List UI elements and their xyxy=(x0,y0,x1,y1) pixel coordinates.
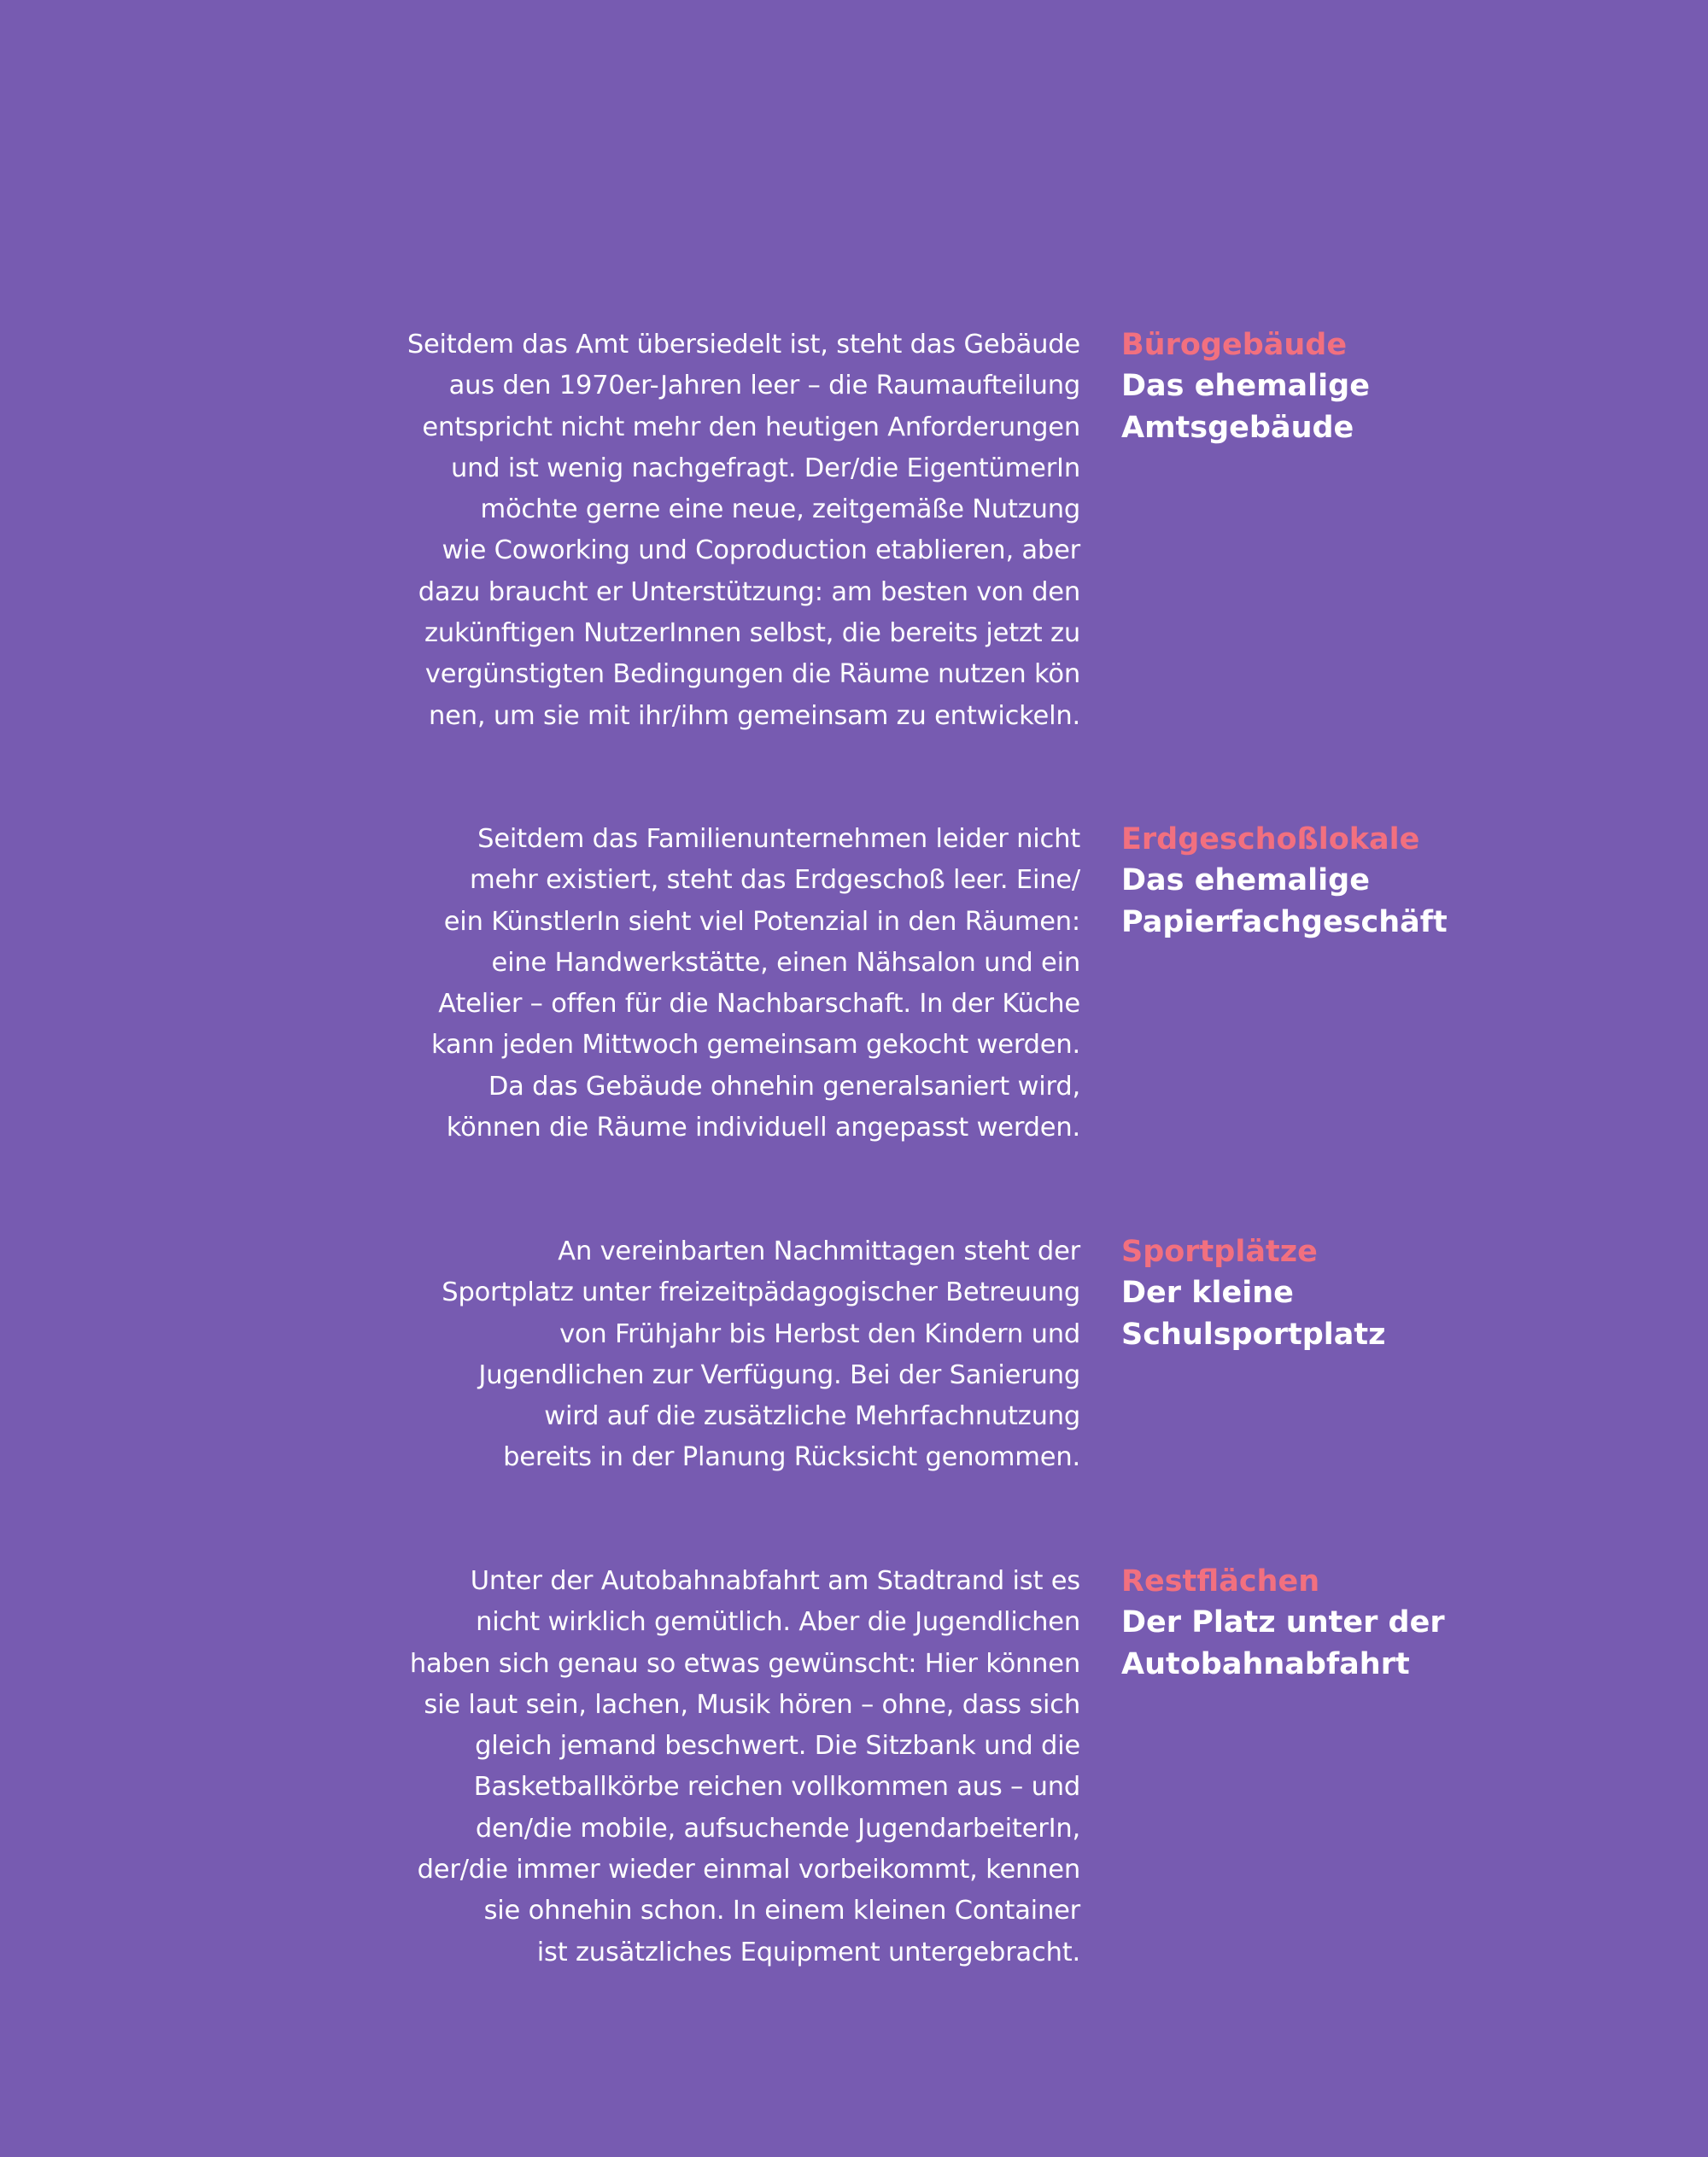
section-title-line: Papierfachgeschäft xyxy=(1121,904,1448,939)
section-title-line: Schulsportplatz xyxy=(1121,1317,1386,1352)
body-line: An vereinbarten Nachmittagen steht der xyxy=(558,1236,1080,1266)
body-line: eine Handwerkstätte, einen Nähsalon und ein xyxy=(491,947,1080,978)
body-line: Seitdem das Amt übersiedelt ist, steht das Gebäude xyxy=(407,330,1080,360)
body-line: nen, um sie mit ihr/ihm gemeinsam zu entwickeln. xyxy=(429,700,1080,731)
body-line: dazu braucht er Unterstützung: am besten von den xyxy=(418,576,1080,607)
section-category: Erdgeschoßlokale xyxy=(1121,822,1420,856)
body-line: kann jeden Mittwoch gemeinsam gekocht werden. xyxy=(430,1030,1080,1061)
section-body-text xyxy=(359,324,1080,737)
section-body-text xyxy=(359,1231,1080,1479)
body-line: und ist wenig nachgefragt. Der/die EigentümerIn xyxy=(450,453,1080,483)
body-line: Seitdem das Familienunternehmen leider nicht xyxy=(477,824,1080,854)
section-body-text xyxy=(359,1561,1080,1973)
section-title-line: Amtsgebäude xyxy=(1121,410,1354,445)
body-line: bereits in der Planung Rücksicht genommen. xyxy=(503,1442,1080,1473)
section-category: Sportplätze xyxy=(1121,1235,1318,1269)
section-title-line: Der Platz unter der xyxy=(1121,1605,1445,1640)
body-line: den/die mobile, aufsuchende JugendarbeiterIn, xyxy=(475,1813,1080,1844)
body-line: Jugendlichen zur Verfügung. Bei der Sanierung xyxy=(478,1359,1080,1390)
body-line: ein KünstlerIn sieht viel Potenzial in den Räumen: xyxy=(443,906,1080,937)
body-line: Da das Gebäude ohnehin generalsaniert wird, xyxy=(488,1071,1080,1102)
body-line: haben sich genau so etwas gewünscht: Hier können xyxy=(409,1648,1080,1679)
body-line: nicht wirklich gemütlich. Aber die Jugendlichen xyxy=(476,1607,1080,1638)
section-category: Restflächen xyxy=(1121,1564,1320,1599)
body-line: Atelier – offen für die Nachbarschaft. In der Küche xyxy=(438,989,1080,1020)
section-heading xyxy=(1121,1231,1685,1355)
body-line: können die Räume individuell angepasst werden. xyxy=(446,1113,1080,1143)
section-title-line: Das ehemalige xyxy=(1121,369,1370,404)
body-line: aus den 1970er-Jahren leer – die Raumaufteilung xyxy=(448,371,1080,401)
body-line: Unter der Autobahnabfahrt am Stadtrand ist es xyxy=(470,1566,1080,1596)
body-line: mehr existiert, steht das Erdgeschoß leer. Eine/ xyxy=(470,865,1080,896)
body-line: sie ohnehin schon. In einem kleinen Container xyxy=(483,1896,1080,1926)
section-category: Bürogebäude xyxy=(1121,328,1348,362)
body-line: Sportplatz unter freizeitpädagogischer Betreuung xyxy=(442,1277,1080,1308)
body-line: vergünstigten Bedingungen die Räume nutzen kön xyxy=(424,659,1080,690)
body-line: ist zusätzliches Equipment untergebracht. xyxy=(536,1937,1080,1967)
section-title-line: Der kleine xyxy=(1121,1276,1294,1311)
body-line: Basketballkörbe reichen vollkommen aus – und xyxy=(473,1772,1080,1803)
section-heading xyxy=(1121,819,1685,943)
section-title-line: Autobahnabfahrt xyxy=(1121,1646,1410,1681)
body-line: sie laut sein, lachen, Musik hören – ohne, dass sich xyxy=(424,1689,1080,1720)
section-body-text xyxy=(359,819,1080,1149)
body-line: wird auf die zusätzliche Mehrfachnutzung xyxy=(544,1401,1080,1432)
body-line: möchte gerne eine neue, zeitgemäße Nutzung xyxy=(480,494,1080,525)
body-line: gleich jemand beschwert. Die Sitzbank und die xyxy=(475,1731,1080,1762)
section-heading xyxy=(1121,1561,1685,1685)
body-line: entspricht nicht mehr den heutigen Anforderungen xyxy=(422,412,1080,442)
section-heading xyxy=(1121,324,1685,448)
body-line: zukünftigen NutzerInnen selbst, die bereits jetzt zu xyxy=(424,618,1080,649)
section-title-line: Das ehemalige xyxy=(1121,863,1370,898)
body-line: der/die immer wieder einmal vorbeikommt, kennen xyxy=(417,1855,1080,1885)
body-line: von Frühjahr bis Herbst den Kindern und xyxy=(559,1318,1080,1349)
body-line: wie Coworking und Coproduction etablieren, aber xyxy=(442,535,1080,566)
